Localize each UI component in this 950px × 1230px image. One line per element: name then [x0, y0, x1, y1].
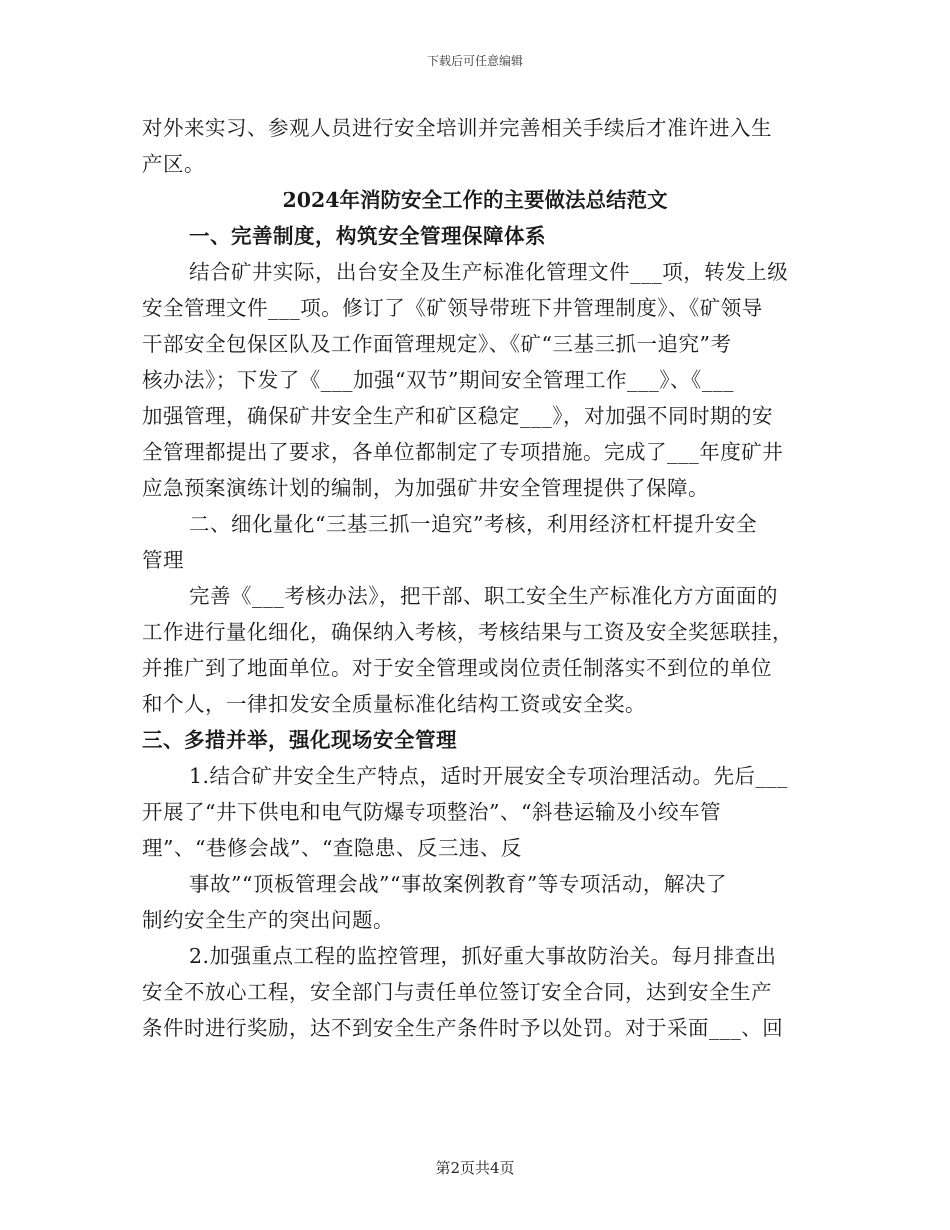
body-line: 产区。: [142, 152, 205, 176]
body-line: 应急预案演练计划的编制，为加强矿井安全管理提供了保障。: [142, 476, 709, 500]
body-line: 工作进行量化细化，确保纳入考核，考核结果与工资及安全奖惩联挂，: [142, 620, 793, 644]
body-line: 管理: [142, 548, 184, 572]
body-line: 加强管理，确保矿井安全生产和矿区稳定___》，对加强不同时期的安: [142, 404, 773, 428]
page-header-note: 下载后可任意编辑: [426, 54, 523, 68]
body-line: 制约安全生产的突出问题。: [142, 908, 394, 932]
body-line: 核办法》；下发了《___加强“双节”期间安全管理工作___》、《___: [142, 368, 734, 392]
body-line: 1.结合矿井安全生产特点，适时开展安全专项治理活动。先后___: [189, 764, 788, 788]
body-line: 事故”“顶板管理会战”“事故案例教育”等专项活动，解决了: [189, 872, 727, 896]
page-number: 第2页共4页: [435, 1159, 515, 1177]
section-heading: 二、细化量化“三基三抓一追究”考核，利用经济杠杆提升安全: [189, 512, 757, 536]
body-line: 完善《___考核办法》，把干部、职工安全生产标准化方方面面的: [189, 584, 778, 608]
body-line: 理”、“巷修会战”、“查隐患、反三违、反: [142, 836, 522, 860]
body-line: 和个人，一律扣发安全质量标准化结构工资或安全奖。: [142, 692, 646, 716]
body-line: 并推广到了地面单位。对于安全管理或岗位责任制落实不到位的单位: [142, 656, 772, 680]
body-line: 开展了“井下供电和电气防爆专项整治”、“斜巷运输及小绞车管: [142, 800, 721, 824]
body-line: 结合矿井实际，出台安全及生产标准化管理文件___项，转发上级: [189, 260, 789, 284]
body-line: 干部安全包保区队及工作面管理规定》、《矿“三基三抓一追究”考: [142, 332, 732, 356]
body-line: 条件时进行奖励，达不到安全生产条件时予以处罚。对于采面___、回: [142, 1016, 784, 1040]
body-line: 全管理都提出了要求，各单位都制定了专项措施。完成了___年度矿井: [142, 440, 784, 464]
section-heading: 三、多措并举，强化现场安全管理: [142, 728, 457, 752]
body-line: 2.加强重点工程的监控管理，抓好重大事故防治关。每月排查出: [189, 944, 777, 968]
document-title: 2024年消防安全工作的主要做法总结范文: [282, 188, 668, 212]
body-line: 安全管理文件___项。修订了《矿领导带班下井管理制度》、《矿领导: [142, 296, 763, 320]
body-line: 安全不放心工程，安全部门与责任单位签订安全合同，达到安全生产: [142, 980, 772, 1004]
body-line: 对外来实习、参观人员进行安全培训并完善相关手续后才准许进入生: [142, 116, 772, 140]
section-heading: 一、完善制度，构筑安全管理保障体系: [189, 224, 546, 248]
